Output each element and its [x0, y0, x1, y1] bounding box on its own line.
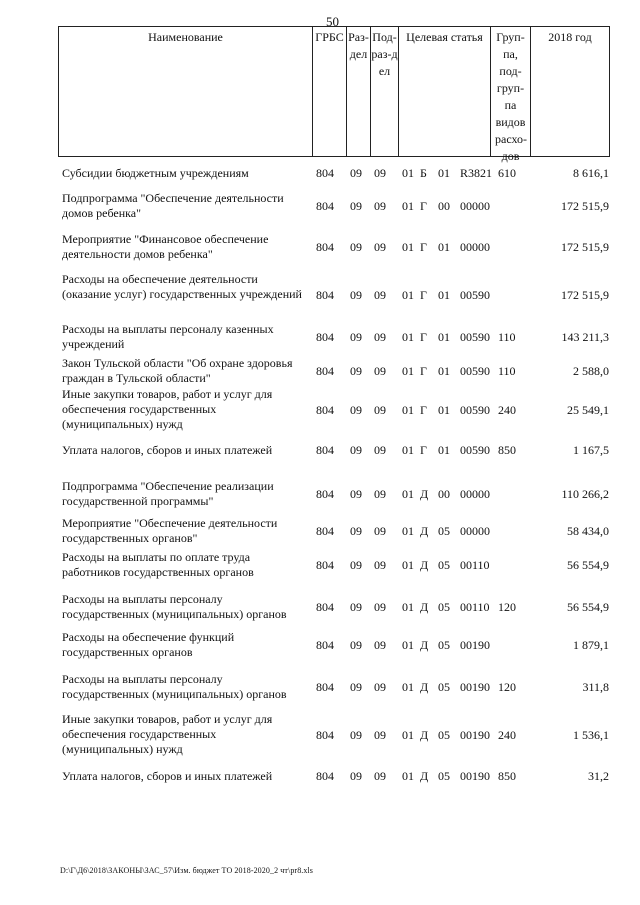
row-name: Субсидии бюджетным учреждениям — [62, 166, 249, 180]
row-name: Мероприятие "Обеспечение деятельности государственных органов" — [62, 516, 278, 545]
row-amount: 172 515,9 — [561, 288, 609, 302]
row-target-subprogram: Д — [420, 600, 429, 614]
row-target-direction: 00000 — [460, 199, 490, 213]
row-target-activity: 01 — [438, 166, 450, 180]
row-grbs: 804 — [316, 443, 334, 457]
row-razdel: 09 — [350, 166, 362, 180]
header-year — [530, 26, 610, 157]
row-target-activity: 05 — [438, 680, 450, 694]
row-name: Расходы на обеспечение функций государственных органов — [62, 630, 235, 659]
row-name: Уплата налогов, сборов и иных платежей — [62, 769, 273, 783]
row-target-subprogram: Г — [420, 240, 427, 254]
row-grbs: 804 — [316, 166, 334, 180]
row-target-program: 01 — [402, 487, 414, 501]
row-razdel: 09 — [350, 240, 362, 254]
row-podrazdel: 09 — [374, 240, 386, 254]
row-target-activity: 05 — [438, 638, 450, 652]
row-name: Расходы на выплаты персоналу казенных учреждений — [62, 322, 274, 351]
row-group: 850 — [498, 443, 516, 457]
row-target-subprogram: Д — [420, 524, 429, 538]
row-podrazdel: 09 — [374, 288, 386, 302]
row-group: 110 — [498, 364, 516, 378]
row-grbs: 804 — [316, 403, 334, 417]
row-amount: 31,2 — [588, 769, 609, 783]
row-name: Иные закупки товаров, работ и услуг для обеспечения государственных (муниципальных) нужд — [62, 712, 273, 756]
row-amount: 110 266,2 — [561, 487, 609, 501]
row-target-program: 01 — [402, 769, 414, 783]
row-name: Уплата налогов, сборов и иных платежей — [62, 443, 273, 457]
row-podrazdel: 09 — [374, 443, 386, 457]
row-podrazdel: 09 — [374, 166, 386, 180]
row-podrazdel: 09 — [374, 199, 386, 213]
row-grbs: 804 — [316, 769, 334, 783]
row-podrazdel: 09 — [374, 524, 386, 538]
header-razdel-label: Раз-дел — [348, 30, 369, 61]
row-podrazdel: 09 — [374, 600, 386, 614]
header-group-label: Груп-па, под-груп-па видов расхо-дов — [495, 30, 528, 163]
row-target-subprogram: Д — [420, 487, 429, 501]
row-razdel: 09 — [350, 288, 362, 302]
row-target-program: 01 — [402, 364, 414, 378]
row-grbs: 804 — [316, 240, 334, 254]
row-amount: 2 588,0 — [573, 364, 609, 378]
row-target-program: 01 — [402, 330, 414, 344]
row-target-subprogram: Б — [420, 166, 427, 180]
row-amount: 58 434,0 — [567, 524, 609, 538]
row-name: Мероприятие "Финансовое обеспечение деятельности домов ребенка" — [62, 232, 269, 261]
row-group: 850 — [498, 769, 516, 783]
row-razdel: 09 — [350, 558, 362, 572]
row-target-program: 01 — [402, 680, 414, 694]
row-target-subprogram: Г — [420, 330, 427, 344]
row-amount: 172 515,9 — [561, 240, 609, 254]
row-target-subprogram: Г — [420, 403, 427, 417]
row-podrazdel: 09 — [374, 680, 386, 694]
row-amount: 25 549,1 — [567, 403, 609, 417]
row-target-activity: 05 — [438, 558, 450, 572]
header-target-label: Целевая статья — [406, 30, 483, 44]
row-amount: 143 211,3 — [561, 330, 609, 344]
row-razdel: 09 — [350, 330, 362, 344]
row-target-direction: 00190 — [460, 638, 490, 652]
header-group — [490, 26, 530, 163]
row-target-activity: 05 — [438, 600, 450, 614]
row-target-program: 01 — [402, 558, 414, 572]
row-podrazdel: 09 — [374, 558, 386, 572]
row-target-activity: 01 — [438, 443, 450, 457]
row-amount: 311,8 — [582, 680, 609, 694]
row-razdel: 09 — [350, 728, 362, 742]
row-target-subprogram: Г — [420, 364, 427, 378]
row-target-activity: 00 — [438, 487, 450, 501]
row-target-direction: 00000 — [460, 487, 490, 501]
row-name: Закон Тульской области "Об охране здоровья граждан в Тульской области" — [62, 356, 293, 385]
row-amount: 1 536,1 — [573, 728, 609, 742]
row-name: Расходы на выплаты персоналу государственных (муниципальных) органов — [62, 672, 287, 701]
row-target-program: 01 — [402, 166, 414, 180]
header-grbs — [312, 26, 346, 157]
row-target-direction: 00110 — [460, 600, 490, 614]
header-podrazdel-label: Под-раз-дел — [371, 30, 398, 78]
row-podrazdel: 09 — [374, 728, 386, 742]
row-amount: 172 515,9 — [561, 199, 609, 213]
row-name: Иные закупки товаров, работ и услуг для обеспечения государственных (муниципальных) нужд — [62, 387, 273, 431]
row-target-program: 01 — [402, 600, 414, 614]
row-grbs: 804 — [316, 728, 334, 742]
row-target-direction: 00590 — [460, 364, 490, 378]
row-grbs: 804 — [316, 330, 334, 344]
row-amount: 56 554,9 — [567, 600, 609, 614]
row-target-activity: 01 — [438, 364, 450, 378]
row-target-subprogram: Д — [420, 728, 429, 742]
header-grbs-label: ГРБС — [315, 30, 344, 44]
row-target-subprogram: Д — [420, 638, 429, 652]
row-group: 120 — [498, 600, 516, 614]
row-target-program: 01 — [402, 288, 414, 302]
row-podrazdel: 09 — [374, 330, 386, 344]
row-amount: 1 879,1 — [573, 638, 609, 652]
row-target-direction: 00590 — [460, 330, 490, 344]
row-target-subprogram: Д — [420, 558, 429, 572]
header-name-label: Наименование — [148, 30, 223, 44]
row-podrazdel: 09 — [374, 364, 386, 378]
row-target-activity: 01 — [438, 240, 450, 254]
row-grbs: 804 — [316, 364, 334, 378]
row-grbs: 804 — [316, 199, 334, 213]
header-target — [398, 26, 490, 157]
row-razdel: 09 — [350, 487, 362, 501]
file-path-footer: D:\Г\Д6\2018\ЗАКОНЫ\ЗАС_57\Изм. бюджет ТО 2018-2020_2 чт\pr8.xls — [60, 866, 314, 875]
row-target-direction: 00110 — [460, 558, 490, 572]
row-razdel: 09 — [350, 680, 362, 694]
row-grbs: 804 — [316, 558, 334, 572]
row-target-activity: 01 — [438, 288, 450, 302]
page-number: 50 — [326, 14, 339, 29]
row-target-program: 01 — [402, 524, 414, 538]
row-grbs: 804 — [316, 638, 334, 652]
row-target-direction: 00000 — [460, 240, 490, 254]
row-target-activity: 01 — [438, 403, 450, 417]
row-target-program: 01 — [402, 199, 414, 213]
row-group: 110 — [498, 330, 516, 344]
row-target-subprogram: Г — [420, 443, 427, 457]
row-target-direction: R3821 — [460, 166, 493, 180]
row-target-activity: 01 — [438, 330, 450, 344]
row-podrazdel: 09 — [374, 638, 386, 652]
row-name: Расходы на выплаты по оплате труда работников государственных органов — [62, 550, 254, 579]
row-target-subprogram: Д — [420, 680, 429, 694]
row-amount: 1 167,5 — [573, 443, 609, 457]
row-grbs: 804 — [316, 487, 334, 501]
row-group: 120 — [498, 680, 516, 694]
row-amount: 56 554,9 — [567, 558, 609, 572]
row-grbs: 804 — [316, 524, 334, 538]
header-year-label: 2018 год — [548, 30, 592, 44]
row-target-direction: 00190 — [460, 680, 490, 694]
row-target-program: 01 — [402, 728, 414, 742]
row-target-program: 01 — [402, 403, 414, 417]
row-target-direction: 00590 — [460, 443, 490, 457]
row-target-activity: 05 — [438, 728, 450, 742]
row-target-activity: 05 — [438, 769, 450, 783]
row-target-direction: 00000 — [460, 524, 490, 538]
row-target-program: 01 — [402, 638, 414, 652]
row-group: 610 — [498, 166, 516, 180]
row-razdel: 09 — [350, 364, 362, 378]
row-target-program: 01 — [402, 240, 414, 254]
row-grbs: 804 — [316, 600, 334, 614]
header-name — [58, 26, 312, 157]
row-podrazdel: 09 — [374, 403, 386, 417]
row-name: Расходы на обеспечение деятельности (оказание услуг) государственных учреждений — [62, 272, 302, 301]
row-name: Подпрограмма "Обеспечение реализации государственной программы" — [62, 479, 274, 508]
row-target-program: 01 — [402, 443, 414, 457]
row-target-direction: 00590 — [460, 288, 490, 302]
row-razdel: 09 — [350, 524, 362, 538]
row-razdel: 09 — [350, 769, 362, 783]
row-grbs: 804 — [316, 680, 334, 694]
row-razdel: 09 — [350, 638, 362, 652]
row-razdel: 09 — [350, 600, 362, 614]
header-razdel — [346, 26, 370, 157]
row-razdel: 09 — [350, 403, 362, 417]
row-amount: 8 616,1 — [573, 166, 609, 180]
row-target-subprogram: Г — [420, 288, 427, 302]
row-target-activity: 00 — [438, 199, 450, 213]
row-target-subprogram: Д — [420, 769, 429, 783]
row-razdel: 09 — [350, 443, 362, 457]
row-group: 240 — [498, 403, 516, 417]
row-target-activity: 05 — [438, 524, 450, 538]
row-podrazdel: 09 — [374, 487, 386, 501]
row-target-direction: 00590 — [460, 403, 490, 417]
row-group: 240 — [498, 728, 516, 742]
header-podrazdel — [370, 26, 398, 157]
row-razdel: 09 — [350, 199, 362, 213]
row-name: Расходы на выплаты персоналу государственных (муниципальных) органов — [62, 592, 287, 621]
row-grbs: 804 — [316, 288, 334, 302]
row-podrazdel: 09 — [374, 769, 386, 783]
row-target-subprogram: Г — [420, 199, 427, 213]
row-name: Подпрограмма "Обеспечение деятельности домов ребенка" — [62, 191, 284, 220]
row-target-direction: 00190 — [460, 769, 490, 783]
row-target-direction: 00190 — [460, 728, 490, 742]
